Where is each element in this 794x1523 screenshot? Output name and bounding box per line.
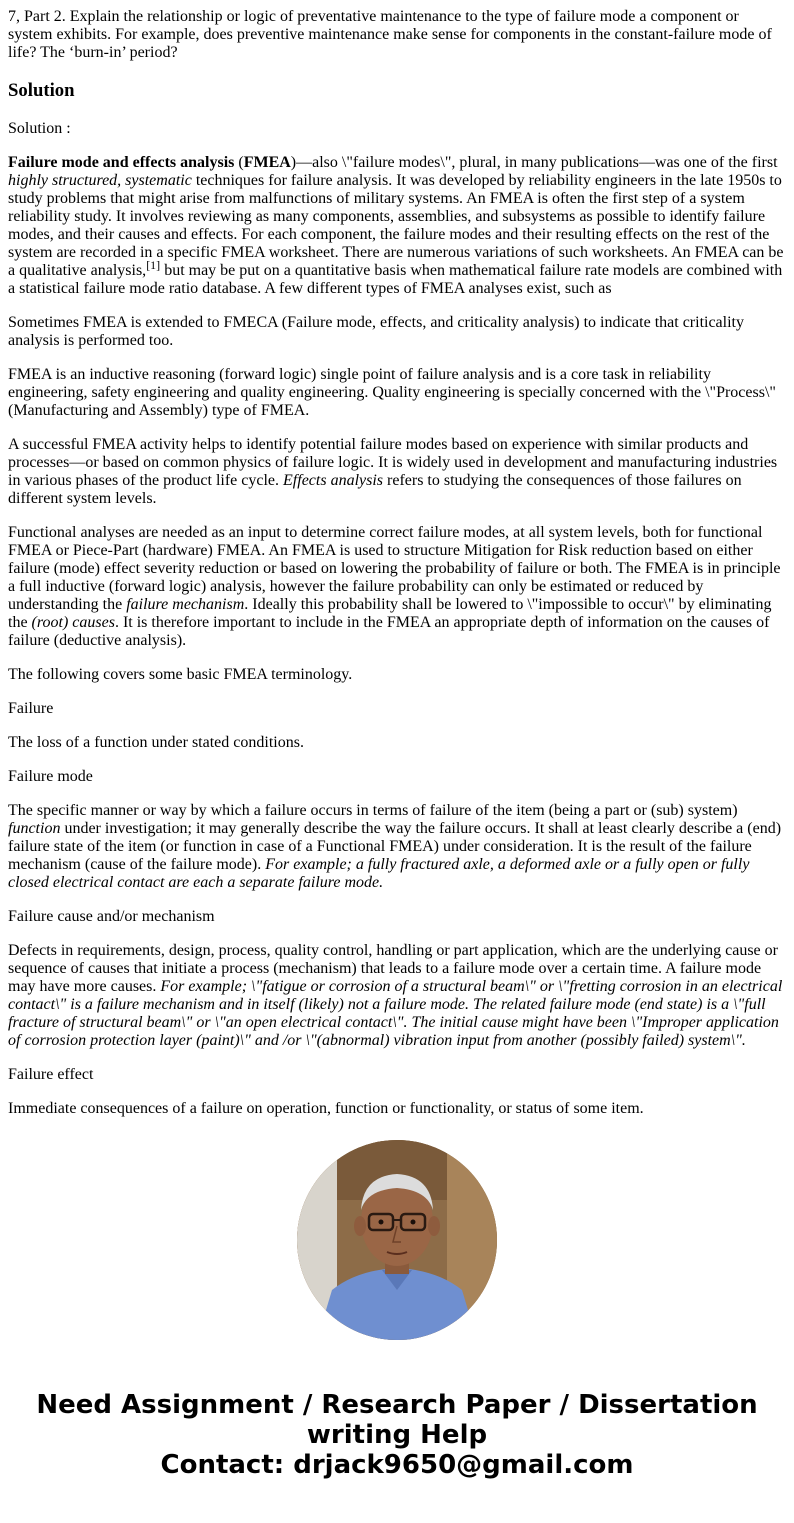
- term-failure-cause: Failure cause and/or mechanism: [8, 908, 215, 925]
- definition-failure-mode: The specific manner or way by which a failure occurs in terms of failure of the item (being a part or (sub) system) function under investigation; it may generally describe the way the failure occurs. It shall at least clearly describe a (end) failure state of the item (or function in case of a Functional FMEA) under consideration. It is the result of the failure mechanism (cause of the failure mode). For example; a fully fractured axle, a deformed axle or a fully open or fully closed electrical contact are each a separate failure mode.: [8, 802, 782, 891]
- term-failure: Failure: [8, 700, 54, 717]
- term-failure-mode: Failure mode: [8, 768, 93, 785]
- fmea-abbr: FMEA: [243, 154, 291, 171]
- paragraph-functional-analyses: Functional analyses are needed as an input to determine correct failure modes, at all system levels, both for functional FMEA or Piece-Part (hardware) FMEA. An FMEA is used to structure Mitigation for Risk reduction based on either failure (mode) effect severity reduction or based on lowering the probability of failure or both. The FMEA is in principle a full inductive (forward logic) analysis, however the failure probability can only be estimated or reduced by understanding the failure mechanism. Ideally this probability shall be lowered to \"impossible to occur\" by eliminating the (root) causes. It is therefore important to include in the FMEA an appropriate depth of information on the causes of failure (deductive analysis).: [8, 524, 781, 649]
- author-avatar: [297, 1140, 497, 1340]
- term-failure-effect: Failure effect: [8, 1066, 94, 1083]
- author-portrait-image: [297, 1140, 497, 1340]
- help-banner: [8, 1390, 786, 1480]
- help-banner-line-1: Need Assignment / Research Paper / Dissertation: [36, 1390, 758, 1420]
- definition-failure-effect: Immediate consequences of a failure on operation, function or functionality, or status of some item.: [8, 1100, 644, 1117]
- solution-intro: Solution :: [8, 120, 71, 137]
- definition-failure: The loss of a function under stated conditions.: [8, 734, 304, 751]
- avatar-container: [8, 1140, 786, 1340]
- paragraph-terminology-intro: The following covers some basic FMEA terminology.: [8, 666, 353, 683]
- fmea-term: Failure mode and effects analysis: [8, 154, 235, 171]
- solution-heading: Solution: [8, 80, 75, 101]
- reference-link[interactable]: [1]: [146, 258, 161, 272]
- paragraph-inductive: FMEA is an inductive reasoning (forward logic) single point of failure analysis and is a core task in reliability engineering, safety engineering and quality engineering. Quality engineering is specially concerned with the \"Process\" (Manufacturing and Assembly) type of FMEA.: [8, 366, 776, 419]
- paragraph-fmeca: Sometimes FMEA is extended to FMECA (Failure mode, effects, and criticality analysis) to indicate that criticality analysis is performed too.: [8, 314, 744, 349]
- question-text: 7, Part 2. Explain the relationship or logic of preventative maintenance to the type of failure mode a component or system exhibits. For example, does preventive maintenance make sense for components in the constant-failure mode of life? The ‘burn-in’ period?: [8, 8, 772, 61]
- contact-email[interactable]: Contact: drjack9650@gmail.com: [160, 1450, 634, 1480]
- paragraph-fmea-definition: Failure mode and effects analysis (FMEA)—also \"failure modes\", plural, in many publications—was one of the first highly structured, systematic techniques for failure analysis. It was developed by reliability engineers in the late 1950s to study problems that might arise from malfunctions of military systems. An FMEA is often the first step of a system reliability study. It involves reviewing as many components, assemblies, and subsystems as possible to identify failure modes, and their causes and effects. For each component, the failure modes and their resulting effects on the rest of the system are recorded in a specific FMEA worksheet. There are numerous variations of such worksheets. An FMEA can be a qualitative analysis,[1] but may be put on a quantitative basis when mathematical failure rate models are combined with a statistical failure mode ratio database. A few different types of FMEA analyses exist, such as: [8, 154, 784, 297]
- help-banner-line-2: writing Help: [306, 1420, 488, 1450]
- definition-failure-cause: Defects in requirements, design, process, quality control, handling or part application, which are the underlying cause or sequence of causes that initiate a process (mechanism) that leads to a failure mode over a certain time. A failure mode may have more causes. For example; \"fatigue or corrosion of a structural beam\" or \"fretting corrosion in an electrical contact\" is a failure mechanism and in itself (likely) not a failure mode. The related failure mode (end state) is a \"full fracture of structural beam\" or \"an open electrical contact\". The initial cause might have been \"Improper application of corrosion protection layer (paint)\" and /or \"(abnormal) vibration input from another (possibly failed) system\".: [8, 942, 783, 1049]
- paragraph-successful-fmea: A successful FMEA activity helps to identify potential failure modes based on experience with similar products and processes—or based on common physics of failure logic. It is widely used in development and manufacturing industries in various phases of the product life cycle. Effects analysis refers to studying the consequences of those failures on different system levels.: [8, 436, 778, 507]
